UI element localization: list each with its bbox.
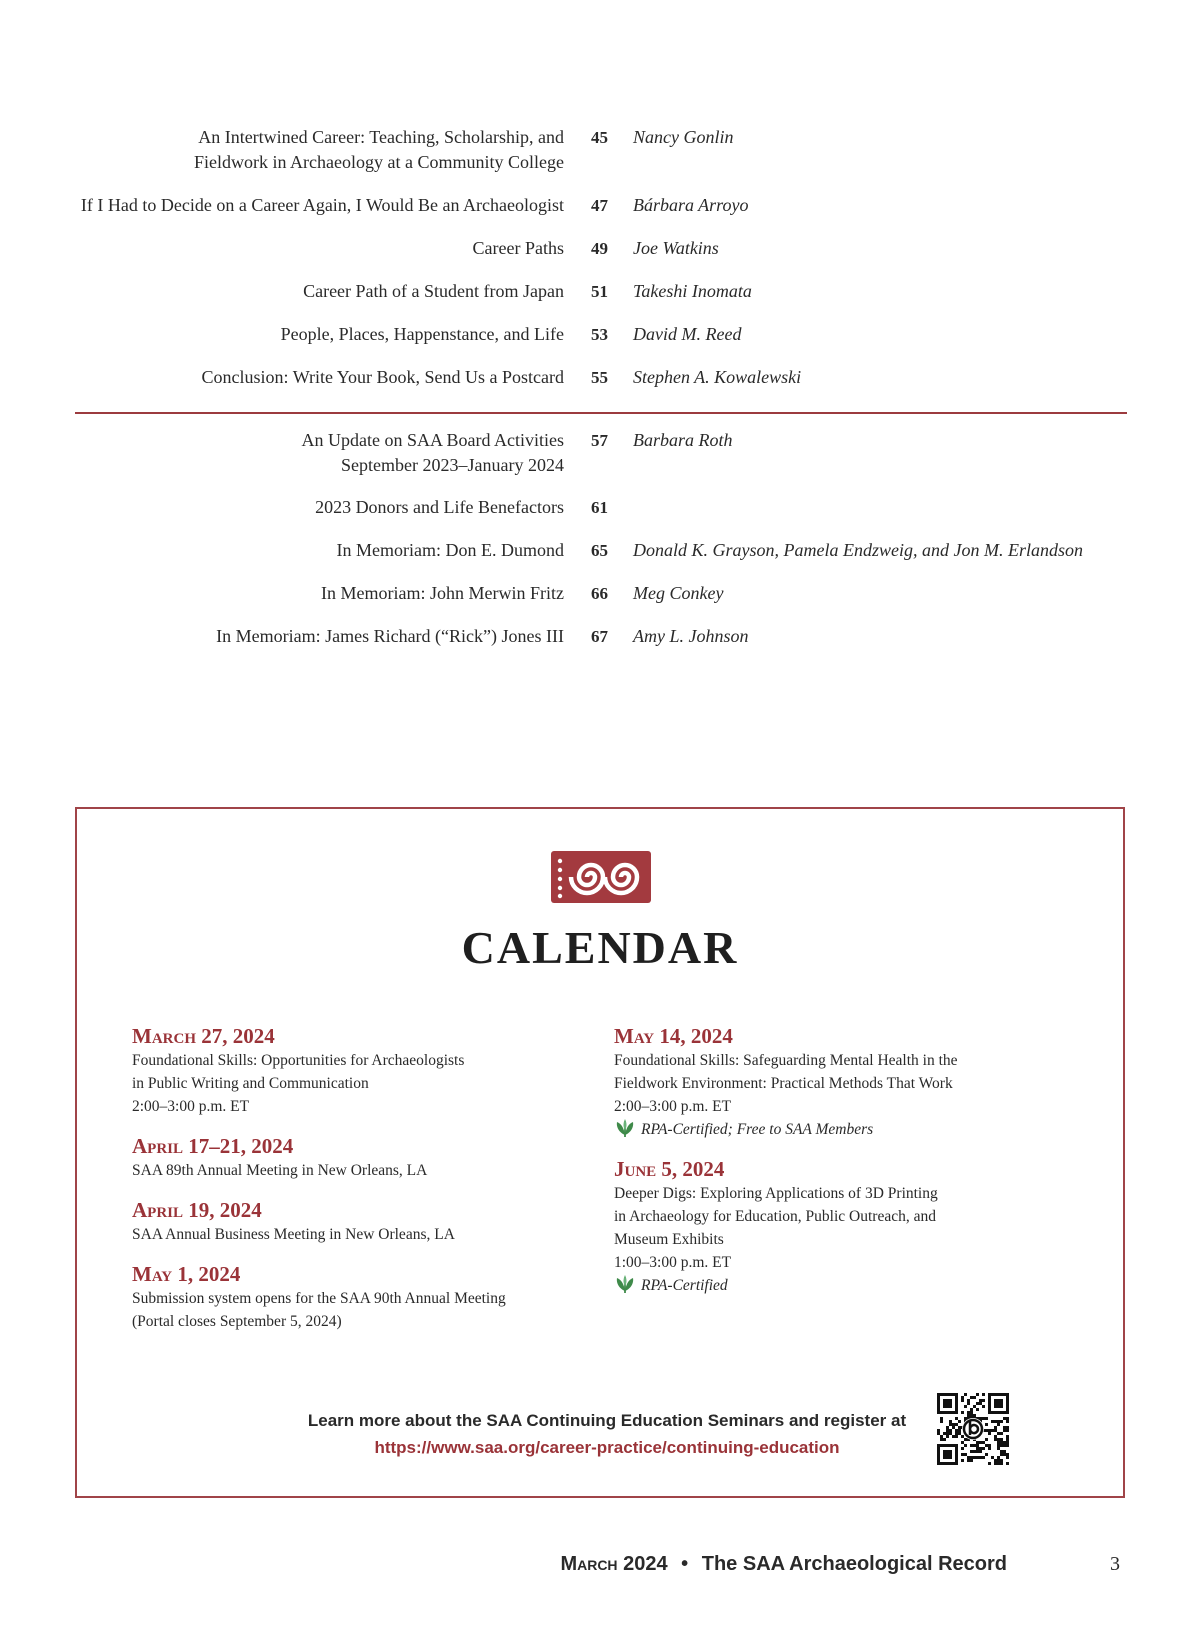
rpa-certified-text: RPA-Certified bbox=[641, 1277, 728, 1294]
event-date: June 5, 2024 bbox=[614, 1157, 725, 1181]
event-date: April 19, 2024 bbox=[132, 1198, 262, 1222]
toc-entry-title bbox=[64, 538, 564, 563]
toc-entry-page: 49 bbox=[591, 239, 608, 258]
toc-entry[interactable] bbox=[0, 624, 1200, 684]
event-description-line: Submission system opens for the SAA 90th Annual Meeting bbox=[132, 1290, 506, 1307]
toc-entry-author: Meg Conkey bbox=[633, 583, 724, 603]
toc-entry-title bbox=[64, 236, 564, 261]
toc-entry-author: Bárbara Arroyo bbox=[633, 195, 749, 215]
event-description-line: 2:00–3:00 p.m. ET bbox=[614, 1098, 732, 1115]
footer-bullet: • bbox=[681, 1553, 689, 1575]
toc-entry-author: David M. Reed bbox=[633, 324, 742, 344]
event-description-line: Foundational Skills: Opportunities for Archaeologists bbox=[132, 1052, 465, 1069]
toc-entry-title bbox=[64, 495, 564, 520]
toc-title-line: Career Path of a Student from Japan bbox=[303, 281, 564, 301]
toc-entry-page: 61 bbox=[591, 498, 608, 517]
event-description-line: Museum Exhibits bbox=[614, 1231, 724, 1248]
toc-title-line: People, Places, Happenstance, and Life bbox=[280, 324, 564, 344]
toc-entry-author: Donald K. Grayson, Pamela Endzweig, and Jon M. Erlandson bbox=[633, 540, 1083, 560]
toc-entry[interactable] bbox=[0, 365, 1200, 425]
rpa-certified-note bbox=[614, 1118, 1054, 1141]
calendar-event bbox=[132, 1023, 572, 1118]
toc-entry-title bbox=[64, 279, 564, 304]
toc-entry-title bbox=[64, 322, 564, 347]
toc-entry[interactable] bbox=[0, 125, 1200, 185]
event-description-line: in Archaeology for Education, Public Outreach, and bbox=[614, 1208, 936, 1225]
toc-entry-page: 45 bbox=[591, 128, 608, 147]
event-description-line: in Public Writing and Communication bbox=[132, 1075, 369, 1092]
event-description-line: SAA Annual Business Meeting in New Orleans, LA bbox=[132, 1226, 455, 1243]
toc-entry-page: 66 bbox=[591, 584, 608, 603]
rpa-leaf-icon bbox=[614, 1118, 636, 1138]
event-description-line: 2:00–3:00 p.m. ET bbox=[132, 1098, 250, 1115]
toc-title-line: If I Had to Decide on a Career Again, I Would Be an Archaeologist bbox=[80, 195, 564, 215]
toc-title-line: September 2023–January 2024 bbox=[341, 455, 564, 475]
event-description-line: (Portal closes September 5, 2024) bbox=[132, 1313, 342, 1330]
toc-entry-page: 51 bbox=[591, 282, 608, 301]
calendar-right-column bbox=[614, 1023, 1054, 1312]
toc-title-line: An Update on SAA Board Activities bbox=[301, 430, 564, 450]
toc-entry-author: Stephen A. Kowalewski bbox=[633, 367, 802, 387]
event-description-line: Deeper Digs: Exploring Applications of 3D Printing bbox=[614, 1185, 938, 1202]
footer-publication: The SAA Archaeological Record bbox=[701, 1553, 1007, 1575]
toc-title-line: In Memoriam: James Richard (“Rick”) Jones III bbox=[216, 626, 564, 646]
calendar-title: CALENDAR bbox=[461, 922, 739, 973]
calendar-event bbox=[132, 1261, 572, 1333]
footer bbox=[560, 1553, 1007, 1576]
event-description-line: Fieldwork Environment: Practical Methods That Work bbox=[614, 1075, 953, 1092]
toc-entry-title bbox=[64, 125, 564, 175]
event-description-line: SAA 89th Annual Meeting in New Orleans, LA bbox=[132, 1162, 428, 1179]
learn-more-text: Learn more about the SAA Continuing Education Seminars and register at bbox=[307, 1411, 907, 1430]
event-description-line: 1:00–3:00 p.m. ET bbox=[614, 1254, 732, 1271]
toc-title-line: 2023 Donors and Life Benefactors bbox=[315, 497, 564, 517]
toc-entry-title bbox=[4, 193, 564, 218]
toc-entry-page: 67 bbox=[591, 627, 608, 646]
calendar-event bbox=[132, 1133, 572, 1182]
event-description-line: Foundational Skills: Safeguarding Mental Health in the bbox=[614, 1052, 958, 1069]
calendar-box bbox=[75, 807, 1125, 1498]
toc-entry-title bbox=[64, 365, 564, 390]
rpa-certified-text: RPA-Certified; Free to SAA Members bbox=[641, 1121, 874, 1138]
toc-entry-page: 65 bbox=[591, 541, 608, 560]
page-number: 3 bbox=[1110, 1553, 1120, 1575]
event-date: April 17–21, 2024 bbox=[132, 1134, 294, 1158]
toc-title-line: Conclusion: Write Your Book, Send Us a Postcard bbox=[201, 367, 564, 387]
event-date: May 1, 2024 bbox=[132, 1262, 241, 1286]
footer-month: March 2024 bbox=[560, 1553, 668, 1575]
toc-entry-page: 55 bbox=[591, 368, 608, 387]
continuing-education-link[interactable]: https://www.saa.org/career-practice/continuing-education bbox=[374, 1438, 840, 1457]
rpa-certified-note bbox=[614, 1274, 1054, 1297]
spiral-logo-icon bbox=[549, 849, 653, 905]
section-divider bbox=[75, 412, 1127, 414]
toc-title-line: An Intertwined Career: Teaching, Scholarship, and bbox=[198, 127, 564, 147]
toc-title-line: Fieldwork in Archaeology at a Community College bbox=[194, 152, 564, 172]
toc-entry-author: Amy L. Johnson bbox=[633, 626, 749, 646]
event-date: May 14, 2024 bbox=[614, 1024, 733, 1048]
toc-entry-title bbox=[64, 624, 564, 649]
learn-more-block bbox=[227, 1407, 987, 1461]
toc-entry-title bbox=[64, 581, 564, 606]
calendar-event bbox=[614, 1156, 1054, 1297]
toc-entry-page: 57 bbox=[591, 431, 608, 450]
toc-entry-title bbox=[64, 428, 564, 478]
toc-entry-author: Nancy Gonlin bbox=[633, 127, 734, 147]
calendar-event bbox=[132, 1197, 572, 1246]
toc-entry-author: Takeshi Inomata bbox=[633, 281, 752, 301]
toc-entry-page: 53 bbox=[591, 325, 608, 344]
rpa-leaf-icon bbox=[614, 1274, 636, 1294]
calendar-left-column bbox=[132, 1023, 572, 1348]
toc-title-line: In Memoriam: John Merwin Fritz bbox=[321, 583, 564, 603]
toc-title-line: In Memoriam: Don E. Dumond bbox=[336, 540, 564, 560]
qr-code-icon[interactable] bbox=[937, 1393, 1009, 1465]
event-date: March 27, 2024 bbox=[132, 1024, 275, 1048]
toc-entry-author: Joe Watkins bbox=[633, 238, 719, 258]
calendar-event bbox=[614, 1023, 1054, 1141]
toc-entry-page: 47 bbox=[591, 196, 608, 215]
toc-entry-author: Barbara Roth bbox=[633, 430, 733, 450]
toc-entry[interactable] bbox=[0, 428, 1200, 488]
toc-title-line: Career Paths bbox=[472, 238, 564, 258]
